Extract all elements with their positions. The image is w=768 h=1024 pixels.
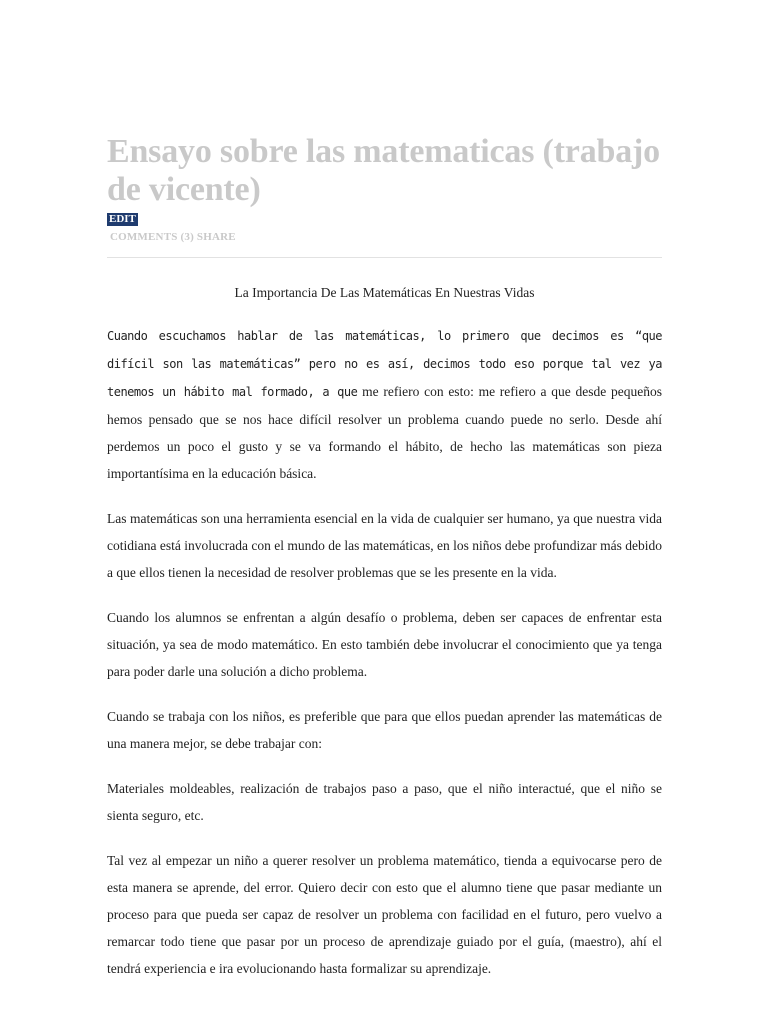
paragraph-4: Cuando se trabaja con los niños, es preferible que para que ellos puedan aprender las matemáticas de una manera mejor, se debe trabajar con: — [107, 709, 662, 751]
edit-button[interactable]: EDIT — [109, 213, 136, 225]
comments-link[interactable]: COMMENTS (3) — [109, 231, 194, 243]
edit-row — [107, 209, 662, 227]
paragraph-5: Materiales moldeables, realización de trabajos paso a paso, que el niño interactué, que el niño se sienta seguro, etc. — [107, 781, 662, 823]
paragraph-2: Las matemáticas son una herramienta esencial en la vida de cualquier ser humano, ya que nuestra vida cotidiana está involucrada con el mundo de las matemáticas, en los niños debe profundizar más debido a que ellos tienen la necesidad de resolver problemas que se les presente en la vida. — [107, 511, 662, 580]
article-subtitle: La Importancia De Las Matemáticas En Nuestras Vidas — [234, 285, 535, 300]
paragraph-1-lead: Cuando escuchamos hablar de las matemáticas, lo primero que decimos es “que difícil son las matemáticas” pero no es así, decimos todo eso porque tal vez ya tenemos un hábito mal formado, a que — [107, 329, 662, 399]
article-title: Ensayo sobre las matematicas (trabajo de vicente) — [107, 133, 660, 208]
article-meta — [107, 231, 662, 243]
share-link[interactable]: SHARE — [196, 231, 236, 243]
article — [107, 133, 662, 982]
paragraph-1-text: me refiero con esto: me refiero a que desde pequeños hemos pensado que se nos hace difícil resolver un problema cuando puede no serlo. Desde ahí perdemos un poco el gusto y se va formando el hábito, de hecho las matemáticas son pieza importantísima en la educación básica. — [107, 384, 662, 481]
paragraph-6: Tal vez al empezar un niño a querer resolver un problema matemático, tienda a equivocarse pero de esta manera se aprende, del error. Quiero decir con esto que el alumno tiene que pasar mediante un proceso para que pueda ser capaz de resolver un problema con facilidad en el futuro, pero vuelvo a remarcar todo tiene que pasar por un proceso de aprendizaje guiado por el guía, (maestro), ahí el tendrá experiencia e ira evolucionando hasta formalizar su aprendizaje. — [107, 853, 662, 976]
paragraph-3: Cuando los alumnos se enfrentan a algún desafío o problema, deben ser capaces de enfrentar esta situación, ya sea de modo matemático. En esto también debe involucrar el conocimiento que ya tenga para poder darle una solución a dicho problema. — [107, 610, 662, 679]
divider — [107, 257, 662, 258]
paragraph-1 — [107, 322, 662, 487]
